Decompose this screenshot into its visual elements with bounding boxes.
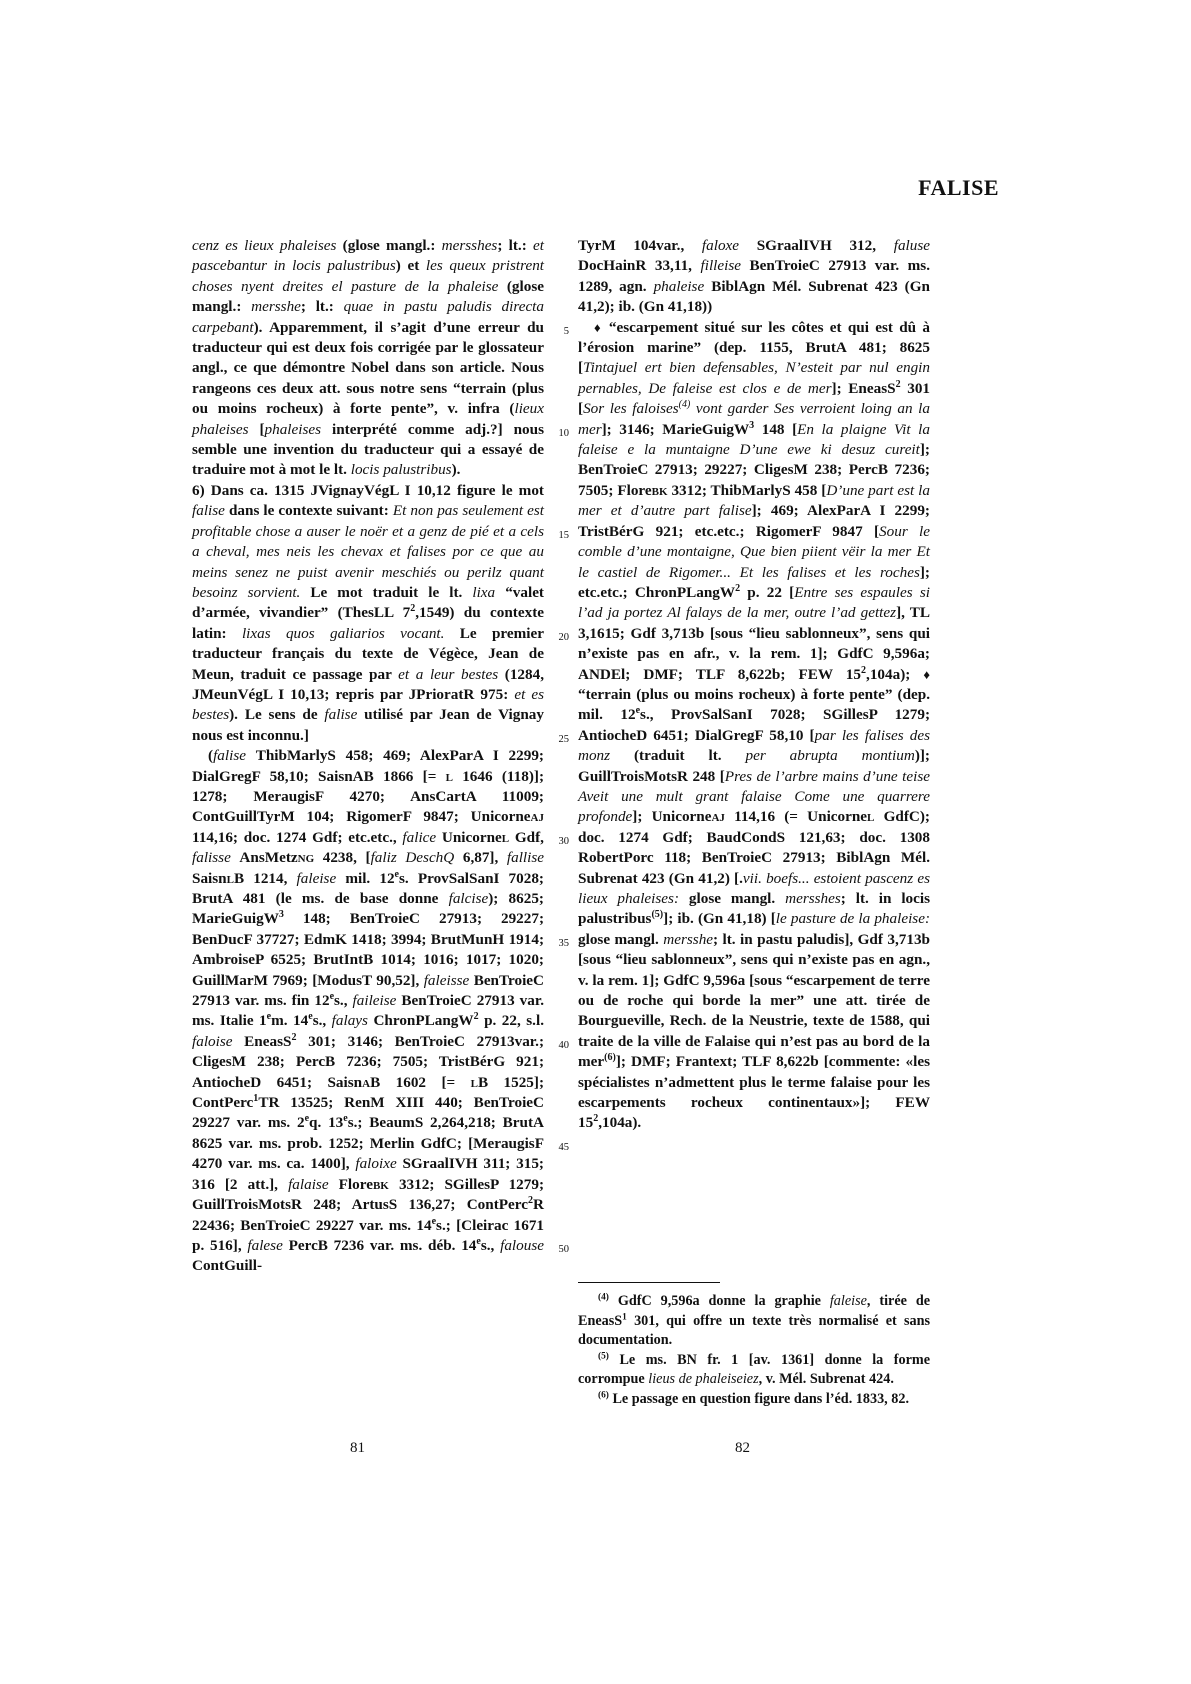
para-sense-escarpement-run: ♦ xyxy=(594,319,609,335)
para-gloss-continuation-run: mersshe xyxy=(251,298,301,316)
para-attestations-run: B 1214, xyxy=(233,869,297,887)
para-sense-escarpement-run: e xyxy=(635,705,641,717)
para-sense-escarpement-run: aj xyxy=(711,808,725,826)
para-6-jvignay-run: “valet d’armée, vivandier” (ThesLL 7 xyxy=(192,583,544,622)
para-attestations-run: falise xyxy=(213,747,256,765)
para-attestations-run: e xyxy=(476,1235,481,1247)
para-attestations-cont-run: faloxe xyxy=(701,237,757,254)
para-attestations-run: ng xyxy=(297,849,315,867)
para-attestations xyxy=(192,746,544,1277)
para-attestations-run: faloise xyxy=(192,1032,245,1050)
para-gloss-continuation-run: ) et xyxy=(395,257,426,275)
para-attestations-run: s., xyxy=(334,992,353,1010)
footnote-4-run: 301, qui offre un texte très normalisé et sans documentation. xyxy=(578,1312,930,1349)
para-sense-escarpement-run: per abrupta montium xyxy=(745,747,915,765)
para-attestations-run: EneasS xyxy=(244,1032,292,1050)
para-sense-escarpement-run: (4) xyxy=(678,399,691,411)
para-sense-escarpement-run: vont garder Ses verroient loing an la mer xyxy=(578,400,930,438)
footnote-4-run: , tirée de EneasS xyxy=(578,1293,931,1329)
para-sense-escarpement-run: ,104a). xyxy=(598,1114,642,1132)
para-attestations-run: falisse xyxy=(192,849,240,867)
line-number-5: 5 xyxy=(563,325,569,337)
para-attestations-run: l xyxy=(226,869,234,887)
para-sense-escarpement-run: ]; DMF; Frantext; TLF 8,622b [commente: «les spécialistes n’admettent plus le terme falaise pour les escarpements rocheux continentaux»]; FEW 15 xyxy=(578,1053,930,1132)
para-attestations-run: B 1602 [= xyxy=(370,1073,471,1091)
para-attestations-run: 301; 3146; BenTroieC 27913var.; CligesM 238; PercB 7236; 7505; TristBérG 921; AntiocheD 6451; Saisn xyxy=(192,1032,545,1091)
para-attestations-run: 2 xyxy=(528,1195,534,1207)
para-attestations-cont-run: filleise xyxy=(700,257,750,275)
para-gloss-continuation-run: ). xyxy=(451,461,461,479)
para-sense-escarpement-run: ]; etc.etc.; ChronPLangW xyxy=(578,563,930,601)
footnote-4-run: (4) xyxy=(598,1292,609,1303)
para-sense-escarpement-run: le pasture de la phaleise: xyxy=(775,910,931,928)
para-attestations-run: TR 13525; RenM XIII 440; BenTroieC 29227 var. ms. 2 xyxy=(192,1094,544,1132)
para-attestations-run: s., xyxy=(312,1012,332,1030)
para-6-jvignay-run: utilisé par Jean de Vignay nous est inconnu.] xyxy=(192,706,544,744)
footnote-list xyxy=(578,1292,930,1410)
para-6-jvignay-run: et es bestes xyxy=(192,685,544,724)
para-sense-escarpement-run: p. 22 [ xyxy=(740,583,795,601)
para-6-jvignay-run: 6) Dans ca. 1315 JVignayVégL I 10,12 figure le mot xyxy=(192,481,544,499)
footnote-4-run: faleise xyxy=(829,1293,867,1309)
para-attestations-run: PercB 7236 var. ms. déb. 14 xyxy=(288,1236,477,1254)
para-attestations-run: SGraalIVH 311; 315; 316 [2 att.], xyxy=(192,1155,544,1193)
para-attestations-run: faleise xyxy=(296,869,346,887)
para-sense-escarpement-run: GdfC); doc. 1274 Gdf; BaudCondS 121,63; doc. 1308 RobertPorc 118; BenTroieC 27913; BiblAgn Mél. Subrenat 423 (Gn 41,2) [. xyxy=(578,808,930,887)
column-right xyxy=(578,236,930,1134)
para-attestations-run: falouse xyxy=(500,1236,544,1254)
para-6-jvignay-run: Le premier traducteur français du texte de Végèce, Jean de Meun, traduit ce passage par xyxy=(192,624,544,683)
para-attestations-cont-run: faluse xyxy=(893,237,930,254)
para-attestations-run: ); 8625; MarieGuigW xyxy=(192,890,544,928)
para-sense-escarpement-run: ]; Unicorne xyxy=(632,808,712,826)
para-6-jvignay-run: Et non pas seulement est profitable chose a auser le noër et a genz de pié et a cels a cheval, mes neis les chevax et falises por ce que au meins senez ne puist avenir meschiés ou perilz quant besoinz sorvient. xyxy=(192,502,545,601)
para-sense-escarpement-run: “terrain (plus ou moins rocheux) à forte pente” (dep. mil. 12 xyxy=(578,685,930,724)
para-attestations-run: 3 xyxy=(278,909,284,921)
para-gloss-continuation-run: ). Apparemment, il s’agit d’une erreur du traducteur qui est deux fois corrigée par le glossateur angl., ce que démontre Nobel dans son article. Nous rangeons ces deux att. sous notre sens “terrain (plus ou moins rocheux) à forte pente”, v. infra ( xyxy=(192,318,544,418)
para-6-jvignay-run: et a leur bestes xyxy=(398,665,505,683)
para-sense-escarpement-run: ]; EneasS xyxy=(831,379,896,397)
line-number-30: 30 xyxy=(558,835,569,847)
para-gloss-continuation-run: quae in pastu paludis directa carpebant xyxy=(192,298,544,336)
para-attestations-run: e xyxy=(394,868,399,880)
para-attestations-cont-run: TyrM 104var., xyxy=(578,237,702,254)
para-6-jvignay xyxy=(192,481,544,746)
para-attestations-run: ThibMarlyS 458; 469; AlexParA I 2299; DialGregF 58,10; SaisnAB 1866 [= xyxy=(192,747,544,785)
para-attestations-run: 4238, [ xyxy=(314,849,371,867)
para-attestations-run: falcise xyxy=(448,890,489,907)
para-sense-escarpement-run: )]; GuillTroisMotsR 248 [ xyxy=(578,747,930,785)
para-attestations-run: faleisse xyxy=(423,971,474,989)
para-attestations-run: BenTroieC 27913 var. ms. fin 12 xyxy=(192,971,544,1010)
para-attestations-run: falaise xyxy=(288,1175,339,1193)
para-sense-escarpement-run: (5) xyxy=(651,909,664,921)
para-6-jvignay-run: dans le contexte suivant: xyxy=(228,502,393,520)
para-attestations-run: falays xyxy=(331,1012,374,1030)
line-number-40: 40 xyxy=(558,1039,569,1051)
footnote-block xyxy=(578,1282,930,1410)
para-6-jvignay-run: lixas quos galiarios vocant. xyxy=(241,624,460,642)
para-attestations-run: Gdf, xyxy=(509,828,544,846)
para-attestations-run: s.; BeaumS 2,264,218; BrutA 8625 var. ms. prob. 1252; Merlin GdfC; [MeraugisF 4270 var. ms. ca. 1400], xyxy=(192,1114,544,1173)
para-sense-escarpement xyxy=(578,318,930,1134)
para-sense-escarpement-run: 2 xyxy=(593,1113,599,1125)
footnote-4 xyxy=(578,1292,930,1351)
footnote-5-run: (5) xyxy=(598,1351,609,1362)
para-6-jvignay-run: Le mot traduit le lt. xyxy=(310,583,473,601)
para-6-jvignay-run: lixa xyxy=(472,583,506,601)
para-gloss-continuation-run: phaleises xyxy=(264,420,332,438)
para-attestations-run: e xyxy=(266,1011,272,1023)
para-gloss-continuation-run: ; lt.: xyxy=(497,237,534,254)
para-attestations-run: l xyxy=(445,767,453,785)
para-gloss-continuation-run: ; lt.: xyxy=(300,298,344,316)
para-sense-escarpement-run: Entre ses espaules si l’ad ja portez Al falays de la mer, outre l’ad gettez xyxy=(578,583,930,622)
para-attestations-run: BenTroieC 27913 var. ms. Italie 1 xyxy=(192,992,545,1030)
footnote-5 xyxy=(578,1351,930,1390)
footnote-4-run: GdfC 9,596a donne la graphie xyxy=(608,1293,830,1309)
line-number-45: 45 xyxy=(558,1141,569,1153)
folio-right: 82 xyxy=(735,1440,750,1456)
para-sense-escarpement-run: Pres de l’arbre mains d’une teise Aveit une mult grant falaise Come une quarrere profonde xyxy=(578,767,930,826)
para-6-jvignay-run: (1284, JMeunVégL I 10,13; repris par JPrioratR 975: xyxy=(192,665,544,703)
para-gloss-continuation-run: [ xyxy=(259,420,265,438)
para-attestations-run: 2 xyxy=(291,1031,297,1043)
para-sense-escarpement-run: ]; 3146; MarieGuigW xyxy=(601,420,750,438)
para-sense-escarpement-run: par les falises des monz xyxy=(578,726,930,765)
para-sense-escarpement-run: (6) xyxy=(604,1052,616,1064)
para-gloss-continuation-run: les queux pristrent choses nyent dreites el pasture de la phaleise xyxy=(192,257,545,295)
para-6-jvignay-run: ). Le sens de xyxy=(229,706,325,724)
para-gloss-continuation-run: mersshes xyxy=(441,237,498,254)
para-attestations-run: l xyxy=(470,1073,478,1091)
para-attestations-run: s. ProvSalSanI 7028; BrutA 481 (le ms. de base donne xyxy=(192,869,544,907)
para-attestations-run: 3312; SGillesP 1279; GuillTroisMotsR 248; ArtusS 136,27; ContPerc xyxy=(192,1175,545,1214)
para-attestations-run: l xyxy=(501,828,510,846)
para-sense-escarpement-run: glose mangl. xyxy=(578,930,664,948)
para-attestations-run: ChronPLangW xyxy=(373,1012,474,1030)
para-attestations-run: faileise xyxy=(352,992,402,1010)
footnote-rule xyxy=(578,1282,720,1283)
folio-left: 81 xyxy=(350,1440,365,1456)
para-sense-escarpement-run: ]; BenTroieC 27913; 29227; CligesM 238; PercB 7236; 7505; Flore xyxy=(578,441,930,499)
para-sense-escarpement-run: glose mangl. xyxy=(688,890,786,907)
para-attestations-run: Saisn xyxy=(192,869,227,887)
para-attestations-cont-run: BenTroieC 27913 var. ms. 1289, agn. xyxy=(578,257,930,295)
para-gloss-continuation-run: et pascebantur in locis palustribus xyxy=(192,237,544,275)
para-6-jvignay-run: ,1549) du contexte latin: xyxy=(192,604,544,642)
para-sense-escarpement-run: s., ProvSalSanI 7028; SGillesP 1279; AntiocheD 6451; DialGregF 58,10 [ xyxy=(578,706,930,744)
para-gloss-continuation-run: : xyxy=(430,237,442,254)
para-gloss-continuation xyxy=(192,236,544,481)
para-sense-escarpement-run: “escarpement situé sur les côtes et qui est dû à l’érosion marine” (dep. 1155, BrutA 481; 8625 [ xyxy=(578,318,931,377)
para-attestations-run: 6,87], xyxy=(462,849,507,867)
para-attestations-cont-run: DocHainR 33,11, xyxy=(578,257,701,275)
para-sense-escarpement-run: mersshe xyxy=(663,930,714,948)
line-number-50: 50 xyxy=(558,1243,569,1255)
para-sense-escarpement-run: 114,16 (= Unicorne xyxy=(724,808,868,826)
para-attestations-run: e xyxy=(304,1113,310,1125)
para-sense-escarpement-run: 148 [ xyxy=(754,420,798,438)
para-sense-escarpement-run: vii. boefs... estoient pascenz es lieux phaleises: xyxy=(578,869,931,907)
para-attestations-run: mil. 12 xyxy=(345,869,395,887)
para-attestations-run: q. 13 xyxy=(309,1114,344,1132)
para-attestations-run: e xyxy=(343,1113,348,1125)
line-number-35: 35 xyxy=(558,937,569,949)
para-gloss-continuation-run: (glose mangl. xyxy=(342,237,431,254)
para-attestations-run: s., xyxy=(480,1236,501,1254)
para-sense-escarpement-run: En la plaigne Vit la faleise e la muntaigne D’une ewe ki desuz cureit xyxy=(578,420,930,459)
para-sense-escarpement-run: bk xyxy=(651,481,668,499)
para-attestations-run: falice xyxy=(402,828,442,846)
para-attestations-run: B 1525]; ContPerc xyxy=(192,1073,544,1112)
footnote-5-run: lieus de phaleiseiez xyxy=(648,1371,759,1388)
para-attestations-run: AnsMetz xyxy=(239,849,298,867)
para-sense-escarpement-run: Sor les faloises xyxy=(583,400,679,418)
para-attestations-run: fallise xyxy=(506,849,544,867)
para-attestations-run: e xyxy=(431,1215,437,1227)
para-attestations-cont-run: phaleise xyxy=(653,277,712,295)
para-attestations-run: Flore xyxy=(338,1175,373,1193)
para-6-jvignay-run: falise xyxy=(324,706,365,724)
column-left xyxy=(192,236,544,1277)
para-attestations-run: 1646 (118)]; 1278; MeraugisF 4270; AnsCartA 11009; ContGuillTyrM 104; RigomerF 9847; Unicorne xyxy=(192,767,544,826)
para-sense-escarpement-run: 2 xyxy=(861,664,867,676)
para-sense-escarpement-run: Sour le comble d’une montaigne, Que bien piient vëir la mer Et le castiel de Rigomer... Et les falises et les roches xyxy=(578,522,930,581)
para-attestations-run: e xyxy=(329,990,335,1002)
para-sense-escarpement-run: 2 xyxy=(735,582,741,594)
para-attestations-run: falese xyxy=(247,1236,289,1254)
para-attestations-run: faloixe xyxy=(355,1155,403,1173)
footnote-5-run: Le ms. BN fr. 1 [av. 1361] donne la forme corrompue xyxy=(578,1351,930,1388)
para-attestations-run: e xyxy=(308,1011,313,1023)
para-attestations-run: 1 xyxy=(253,1093,259,1104)
para-attestations-run: s.; [Cleirac 1671 p. 516], xyxy=(192,1216,545,1254)
para-sense-escarpement-run: ,104a); xyxy=(866,665,924,683)
para-sense-escarpement-run: 3 xyxy=(749,419,755,431)
para-attestations-run: faliz DeschQ xyxy=(370,849,463,867)
para-attestations-run: 114,16; doc. 1274 Gdf; etc.etc., xyxy=(192,828,403,846)
para-attestations-run: ContGuill- xyxy=(192,1257,263,1275)
para-attestations-run: R 22436; BenTroieC 29227 var. ms. 14 xyxy=(192,1196,544,1234)
para-6-jvignay-run: 2 xyxy=(410,603,416,615)
para-attestations-run: aj xyxy=(530,808,544,826)
para-attestations-run: 148; BenTroieC 27913; 29227; BenDucF 37727; EdmK 1418; 3994; BrutMunH 1914; AmbroiseP 6525; BrutIntB 1014; 1016; 1017; 1020; GuillMarM 7969; [ModusT 90,52], xyxy=(192,910,544,989)
para-attestations-cont-run: BiblAgn Mél. Subrenat 423 (Gn 41,2); ib. (Gn 41,18)) xyxy=(578,277,930,316)
para-sense-escarpement-run: ; lt. in pastu paludis], Gdf 3,713b [sous “lieu sablonneux”, sens qui n’existe pas en agn., v. la rem. 1]; GdfC 9,596a [sous “escarpement de terre ou de roche qui borde la mer” une att. tirée de Bourgueville, Rech. de la Neustrie, texte de 1588, qui traite de la ville de Falaise qui n’est pas au bord de la mer xyxy=(578,930,930,1071)
para-gloss-continuation-run: interprété comme adj.?] nous semble une invention du traducteur qui a essayé de traduire mot à mot le lt. xyxy=(192,420,544,479)
para-gloss-continuation-run: lieux phaleises xyxy=(192,400,544,438)
para-sense-escarpement-run: D’une part est la mer et d’autre part falise xyxy=(578,481,930,520)
line-number-20: 20 xyxy=(558,631,569,643)
para-gloss-continuation-run: locis palustribus xyxy=(350,461,452,479)
footnote-6-run: Le passage en question figure dans l’éd. 1833, 82. xyxy=(608,1390,909,1407)
para-sense-escarpement-run: ♦ xyxy=(923,666,930,682)
line-number-15: 15 xyxy=(558,529,569,541)
para-sense-escarpement-run: ], TL 3,1615; Gdf 3,713b [sous “lieu sablonneux”, sens qui n’existe pas en afr., v. la rem. 1]; GdfC 9,596a; ANDEl; DMF; TLF 8,622b; FEW 15 xyxy=(578,604,931,683)
line-number-25: 25 xyxy=(558,733,569,745)
para-sense-escarpement-run: ]; ib. (Gn 41,18) [ xyxy=(663,910,776,928)
para-sense-escarpement-run: mersshes xyxy=(785,890,841,907)
para-attestations-run: ( xyxy=(208,747,214,765)
para-sense-escarpement-run: ; lt. in locis palustribus xyxy=(578,890,930,928)
footnote-6 xyxy=(578,1390,930,1410)
para-sense-escarpement-run: ]; 469; AlexParA I 2299; TristBérG 921; etc.etc.; RigomerF 9847 [ xyxy=(578,502,930,540)
para-attestations-cont-run: SGraalIVH 312, xyxy=(756,237,894,254)
footnote-4-run: 1 xyxy=(622,1311,627,1322)
para-6-jvignay-run: falise xyxy=(192,502,229,520)
para-gloss-continuation-run: : xyxy=(236,298,252,316)
para-attestations-cont xyxy=(578,236,930,318)
para-sense-escarpement-run: 301 [ xyxy=(578,379,931,418)
para-sense-escarpement-run: Tintajuel ert bien defensables, N’esteit par nul engin pernables, De faleise est clos e de mer xyxy=(578,359,930,397)
footnote-6-run: (6) xyxy=(598,1390,609,1401)
running-head: FALISE xyxy=(918,175,999,200)
para-sense-escarpement-run: (traduit lt. xyxy=(633,747,746,765)
para-attestations-run: bk xyxy=(372,1175,389,1193)
line-number-10: 10 xyxy=(558,427,569,439)
para-attestations-run: p. 22, s.l. xyxy=(478,1012,544,1030)
para-attestations-run: m. 14 xyxy=(271,1012,309,1030)
para-sense-escarpement-run: 3312; ThibMarlyS 458 [ xyxy=(667,481,827,499)
para-sense-escarpement-run: l xyxy=(867,808,875,826)
para-gloss-continuation-run: (glose mangl. xyxy=(192,277,544,316)
para-attestations-run: 2 xyxy=(473,1011,479,1023)
para-attestations-run: a xyxy=(362,1073,371,1091)
para-sense-escarpement-run: 2 xyxy=(895,378,901,390)
para-attestations-run: Unicorne xyxy=(441,828,502,846)
para-gloss-continuation-run: cenz es lieux phaleises xyxy=(192,237,343,254)
footnote-5-run: , v. Mél. Subrenat 424. xyxy=(758,1371,894,1388)
